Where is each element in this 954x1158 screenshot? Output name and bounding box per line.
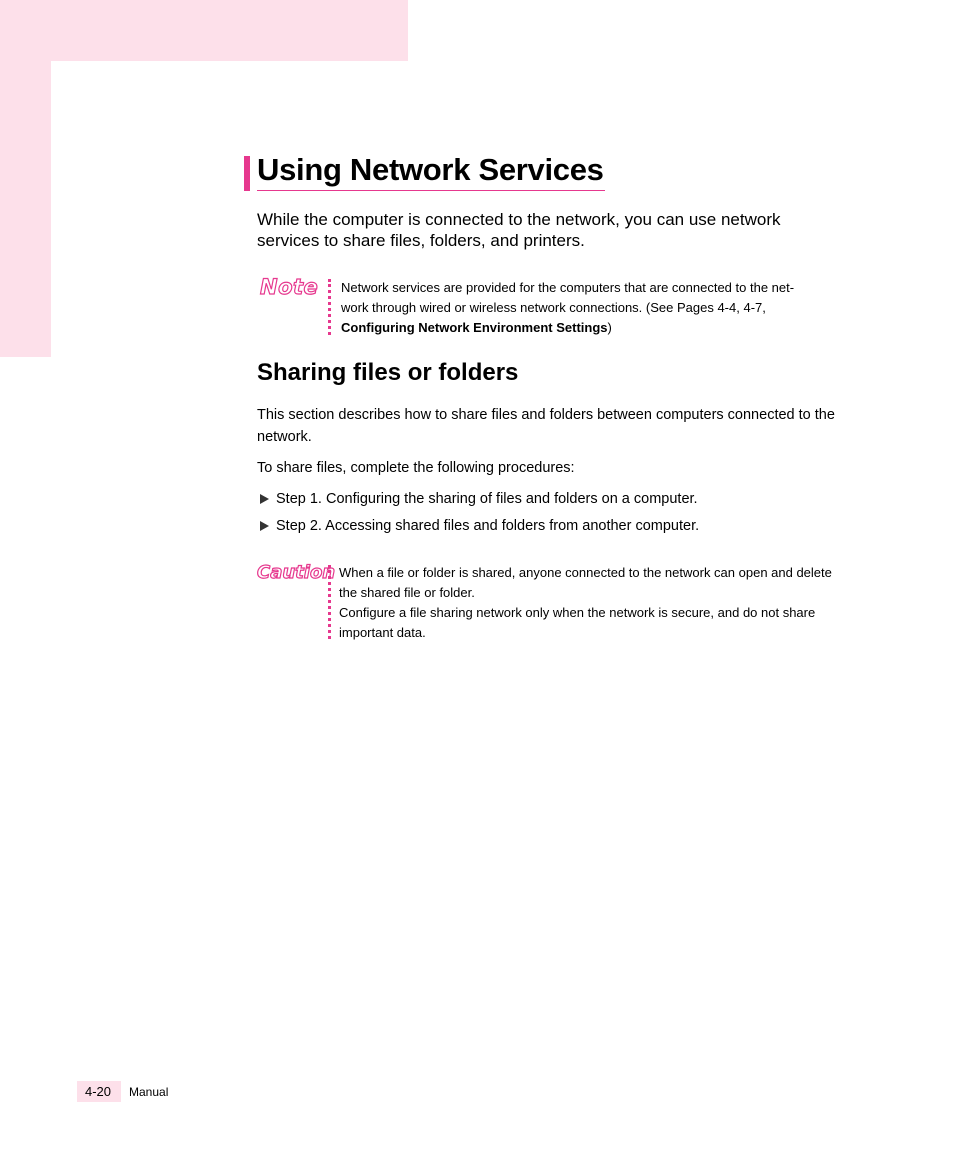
section-heading: Sharing files or folders [257, 359, 519, 386]
step-item-1 [260, 488, 698, 510]
note-close: ) [607, 320, 612, 335]
title-underline [257, 190, 605, 191]
caution-line-1: When a file or folder is shared, anyone connected to the network can open and delete the shared file or folder. [339, 565, 832, 600]
step-item-2 [260, 515, 699, 537]
page-margin-tint [0, 0, 51, 357]
note-label: Note [260, 275, 319, 299]
page-number: 4-20 [85, 1084, 112, 1099]
intro-paragraph: While the computer is connected to the network, you can use network services to share files, folders, and printers. [257, 210, 781, 250]
procedure-intro: To share files, complete the following procedures: [257, 460, 575, 476]
note-bold-reference: Configuring Network Environment Settings [341, 320, 608, 335]
triangle-bullet-icon [260, 521, 269, 531]
page-corner-tint [0, 0, 408, 61]
title-accent-bar [244, 156, 250, 191]
caution-text [339, 563, 849, 643]
step-text: Step 1. Configuring the sharing of files and folders on a computer. [276, 491, 698, 507]
note-body: Network services are provided for the computers that are connected to the net-work through wired or wireless network connections. (See Pages 4-4, 4-7, [341, 280, 795, 315]
caution-line-2: Configure a file sharing network only when the network is secure, and do not share important data. [339, 605, 816, 640]
footer-label: Manual [129, 1085, 169, 1099]
caution-label: Caution [257, 562, 336, 583]
page-title: Using Network Services [257, 152, 604, 187]
triangle-bullet-icon [260, 494, 269, 504]
step-text: Step 2. Accessing shared files and folders from another computer. [276, 518, 700, 534]
caution-dotted-divider [328, 565, 334, 639]
note-text [341, 278, 811, 338]
section-description: This section describes how to share files and folders between computers connected to the network. [257, 407, 835, 445]
note-dotted-divider [328, 279, 334, 335]
